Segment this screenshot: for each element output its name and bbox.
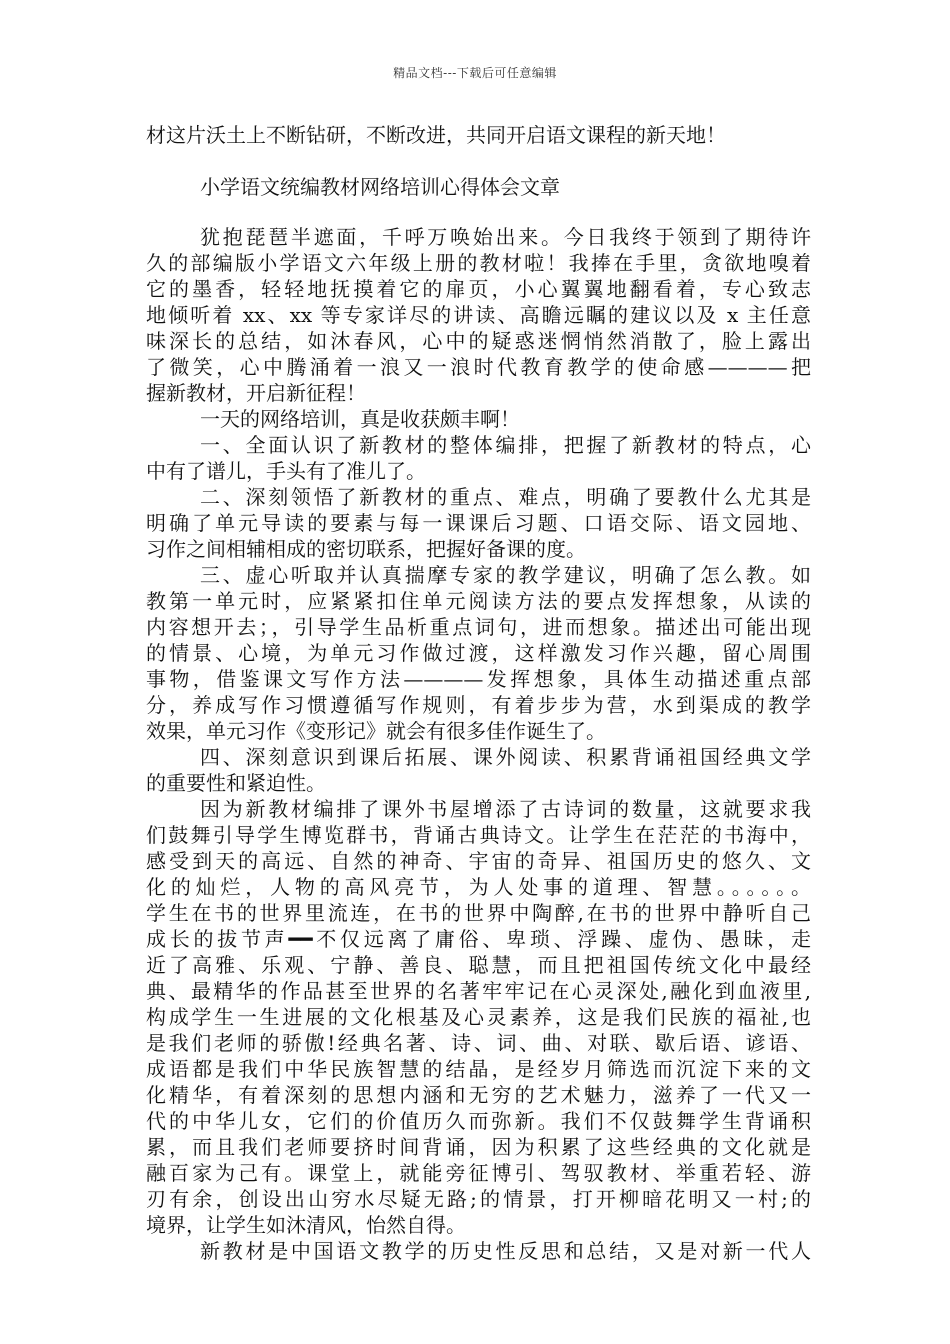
paragraph-line: 一天的网络培训，真是收获颇丰啊！ [200, 407, 520, 431]
paragraph-line: 刃有余，创设出山穷水尽疑无路;的情景，打开柳暗花明又一村;的 [146, 1187, 811, 1211]
paragraph-line: 化的灿烂，人物的高风亮节，为人处事的道理、智慧。。。。。。 [146, 875, 811, 899]
paragraph-line: 事物，借鉴课文写作方法————发挥想象，具体生动描述重点部 [146, 667, 811, 691]
paragraph-line: 分，养成写作习惯遵循写作规则，有着步步为营，水到渠成的教学 [146, 693, 811, 717]
paragraph-line: 了微笑，心中腾涌着一浪又一浪时代教育教学的使命感————把 [146, 355, 811, 379]
paragraph-line: 的重要性和紧迫性。 [146, 771, 326, 795]
paragraph-line: 是我们老师的骄傲!经典名著、诗、词、曲、对联、歇后语、谚语、 [146, 1031, 811, 1055]
paragraph-line: 二、深刻领悟了新教材的重点、难点，明确了要教什么尤其是 [200, 485, 811, 509]
paragraph-line: 典、最精华的作品甚至世界的名著牢牢记在心灵深处,融化到血液里, [146, 979, 811, 1003]
paragraph-line: 成长的拔节声━━不仅远离了庸俗、卑琐、浮躁、虚伪、愚昧，走 [146, 927, 811, 951]
paragraph-line: 因为新教材编排了课外书屋增添了古诗词的数量，这就要求我 [200, 797, 811, 821]
paragraph-line: 近了高雅、乐观、宁静、善良、聪慧，而且把祖国传统文化中最经 [146, 953, 811, 977]
intro-line: 材这片沃土上不断钻研，不断改进，共同开启语文课程的新天地！ [146, 123, 726, 147]
paragraph-line: 累，而且我们老师要挤时间背诵，因为积累了这些经典的文化就是 [146, 1135, 811, 1159]
paragraph-line: 久的部编版小学语文六年级上册的教材啦！我捧在手里，贪欲地嗅着 [146, 251, 811, 275]
paragraph-line: 四、深刻意识到课后拓展、课外阅读、积累背诵祖国经典文学 [200, 745, 811, 769]
paragraph-line: 三、虚心听取并认真揣摩专家的教学建议，明确了怎么教。如 [200, 563, 811, 587]
paragraph-line: 境界，让学生如沐清风，怡然自得。 [146, 1213, 466, 1237]
paragraph-line: 们鼓舞引导学生博览群书，背诵古典诗文。让学生在茫茫的书海中， [146, 823, 811, 847]
article-title: 小学语文统编教材网络培训心得体会文章 [200, 175, 560, 199]
paragraph-line: 教第一单元时，应紧紧扣住单元阅读方法的要点发挥想象，从读的 [146, 589, 811, 613]
paragraph-line: 中有了谱儿，手头有了准儿了。 [146, 459, 426, 483]
page-header: 精品文档---下载后可任意编辑 [393, 66, 557, 80]
paragraph-line: 成语都是我们中华民族智慧的结晶，是经岁月筛选而沉淀下来的文 [146, 1057, 811, 1081]
paragraph-line: 习作之间相辅相成的密切联系，把握好备课的度。 [146, 537, 586, 561]
article-text [146, 224, 811, 1264]
paragraph-line: 它的墨香，轻轻地抚摸着它的扉页，小心翼翼地翻看着，专心致志 [146, 277, 811, 301]
paragraph-line: 握新教材，开启新征程！ [146, 381, 366, 405]
paragraph-line: 新教材是中国语文教学的历史性反思和总结，又是对新一代人 [200, 1239, 811, 1263]
paragraph-line: 地倾听着 xx、xx 等专家详尽的讲读、高瞻远瞩的建议以及 x 主任意 [146, 303, 811, 327]
paragraph-line: 化精华，有着深刻的思想内涵和无穷的艺术魅力，滋养了一代又一 [146, 1083, 811, 1107]
paragraph-line: 学生在书的世界里流连，在书的世界中陶醉,在书的世界中静听自己 [146, 901, 811, 925]
paragraph-line: 明确了单元导读的要素与每一课课后习题、口语交际、语文园地、 [146, 511, 811, 535]
paragraph-line: 代的中华儿女，它们的价值历久而弥新。我们不仅鼓舞学生背诵积 [146, 1109, 811, 1133]
paragraph-line: 构成学生一生进展的文化根基及心灵素养，这是我们民族的福祉,也 [146, 1005, 811, 1029]
paragraph-line: 味深长的总结，如沐春风，心中的疑惑迷惘悄然消散了，脸上露出 [146, 329, 811, 353]
document-body [146, 122, 811, 1264]
paragraph-line: 效果，单元习作《变形记》就会有很多佳作诞生了。 [146, 719, 606, 743]
paragraph-line: 一、全面认识了新教材的整体编排，把握了新教材的特点，心 [200, 433, 811, 457]
paragraph-line: 内容想开去；，引导学生品析重点词句，进而想象。描述出可能出现 [146, 615, 811, 639]
paragraph-line: 感受到天的高远、自然的神奇、宇宙的奇异、祖国历史的悠久、文 [146, 849, 811, 873]
paragraph-line: 犹抱琵琶半遮面，千呼万唤始出来。今日我终于领到了期待许 [200, 225, 811, 249]
paragraph-line: 的情景、心境，为单元习作做过渡，这样激发习作兴趣，留心周围 [146, 641, 811, 665]
paragraph-line: 融百家为己有。课堂上，就能旁征博引、驾驭教材、举重若轻、游 [146, 1161, 811, 1185]
